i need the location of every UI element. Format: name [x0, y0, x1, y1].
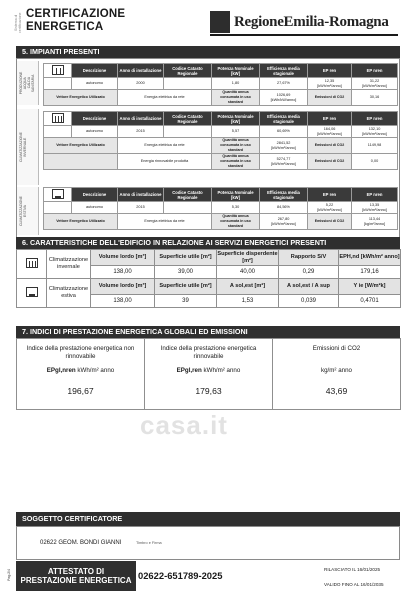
col-header: EPH,nd [kWh/m² anno]	[339, 250, 401, 266]
col-header: Y ie [W/m²k]	[339, 279, 401, 295]
index-unit: kWh/m² anno	[203, 367, 241, 374]
col-header: Descrizione	[72, 112, 118, 126]
attestato-code: 02622-651789-2025	[138, 570, 223, 581]
cell: 179,16	[339, 266, 401, 279]
side-label-estiva: CLIMATIZZAZIONE ESTIVA	[17, 187, 39, 235]
cell: 39	[155, 295, 217, 308]
cell: autonomo	[72, 126, 118, 138]
emissioni-value: 0,00	[352, 154, 398, 170]
cell: 1,80	[212, 78, 260, 90]
epgl-nren-cell	[17, 339, 145, 410]
attestato-dates	[324, 562, 384, 592]
document-title	[26, 8, 125, 34]
quantita-value: 1026,69 [kWh/kW/anno]	[260, 90, 308, 106]
attestato-line-1: ATTESTATO DI	[47, 567, 105, 576]
radiator-icon	[26, 258, 38, 268]
col-header: Volume lordo [m³]	[91, 250, 155, 266]
index-label: EPgl,ren	[176, 367, 202, 374]
col-header: Volume lordo [m³]	[91, 279, 155, 295]
col-header: EP nren	[352, 188, 398, 202]
quantita-value: 267,80 [kWh/m²/anno]	[260, 214, 308, 230]
emissioni-value: 30,16	[352, 90, 398, 106]
col-header: Superficie utile [m²]	[155, 279, 217, 295]
vettore-label: Vettore Energetico Utilizzato	[44, 138, 118, 154]
cell: 0,29	[279, 266, 339, 279]
winter-icon-cell	[17, 250, 47, 279]
col-header: EP ren	[308, 112, 352, 126]
col-header: Codice Catasto Regionale	[164, 64, 212, 78]
emissioni-label: Emissioni di CO2	[308, 138, 352, 154]
vettore-label	[44, 154, 118, 170]
quantita-label: Quantità annua consumata in uso standard	[212, 138, 260, 154]
cell: 5,57	[212, 126, 260, 138]
index-unit: kg/m² anno	[321, 367, 352, 374]
epgl-ren-cell	[145, 339, 273, 410]
col-header: A sol,est [m²]	[217, 279, 279, 295]
tap-icon	[52, 65, 64, 75]
estiva-label: Climatizzazione estiva	[47, 279, 91, 308]
air-conditioner-icon	[26, 287, 38, 297]
cell: 84,56%	[260, 202, 308, 214]
cell: 39,00	[155, 266, 217, 279]
cell: 60,69%	[260, 126, 308, 138]
cell: 138,00	[91, 266, 155, 279]
col-header: Anno di installazione	[118, 112, 164, 126]
certificatore-title: SOGGETTO CERTIFICATORE	[16, 512, 400, 526]
index-description: Emissioni di CO2	[312, 345, 361, 352]
emissioni-label: Emissioni di CO2	[308, 214, 352, 230]
col-header: Codice Catasto Regionale	[164, 188, 212, 202]
quantita-value: 2841,52 [kWh/m²/anno]	[260, 138, 308, 154]
cell: 5,30	[212, 202, 260, 214]
section5-title: 5. IMPIANTI PRESENTI	[16, 46, 400, 58]
cell	[164, 78, 212, 90]
index-label: EPgl,nren	[46, 367, 76, 374]
cell: 132,10 [kWh/m²/anno]	[352, 126, 398, 138]
quantita-label: Quantità annua consumata in uso standard	[212, 154, 260, 170]
vettore-value: Energia elettrica da rete	[118, 214, 212, 230]
side-label-acs: PRODUZIONE ACQUA CALDA SANITARIA	[17, 61, 39, 105]
col-header: Efficienza media stagionale	[260, 112, 308, 126]
col-header: Rapporto S/V	[279, 250, 339, 266]
col-header: Anno di installazione	[118, 188, 164, 202]
col-header: Superficie utile [m²]	[155, 250, 217, 266]
section5-frame	[16, 58, 400, 238]
co2-cell	[273, 339, 401, 410]
col-header: Descrizione	[72, 188, 118, 202]
radiator-icon	[52, 113, 64, 123]
vettore-value: Energia elettrica da rete	[118, 90, 212, 106]
cell: 27,67%	[260, 78, 308, 90]
invernale-label: Climatizzazione invernale	[47, 250, 91, 279]
valido: VALIDO FINO AL 16/01/2035	[324, 582, 384, 587]
col-header: Efficienza media stagionale	[260, 64, 308, 78]
cell: 31,22 [kWh/m²/anno]	[352, 78, 398, 90]
summer-icon-cell	[17, 279, 47, 308]
region-logo-text: RegioneEmilia-Romagna	[234, 14, 389, 30]
cell: 138,00	[91, 295, 155, 308]
col-header: EP ren	[308, 188, 352, 202]
title-line-2: ENERGETICA	[26, 21, 104, 33]
cell: 2015	[118, 126, 164, 138]
header-vertical-text: Sistema di certificazione	[14, 12, 22, 34]
col-header: Anno di installazione	[118, 64, 164, 78]
col-header: Potenza Nominale [kW]	[212, 112, 260, 126]
quantita-label: Quantità annua consumata in uso standard	[212, 214, 260, 230]
cell: autonomo	[72, 78, 118, 90]
table-estiva	[43, 187, 398, 230]
section7-title: 7. INDICI DI PRESTAZIONE ENERGETICA GLOBALI ED EMISSIONI	[16, 326, 400, 338]
index-value: 43,69	[325, 386, 348, 396]
index-value: 179,63	[195, 386, 222, 396]
region-emblem-icon	[210, 11, 230, 33]
cell	[164, 126, 212, 138]
index-description: Indice della prestazione energetica rinnovabile	[160, 345, 257, 360]
side-label-invernale: CLIMATIZZAZIONE INVERNALE	[17, 109, 39, 185]
section6-table	[16, 249, 401, 308]
vettore-label: Vettore Energetico Utilizzato	[44, 214, 118, 230]
col-header: Efficienza media stagionale	[260, 188, 308, 202]
col-header: Potenza Nominale [kW]	[212, 64, 260, 78]
section6-title: 6. CARATTERISTICHE DELL'EDIFICIO IN RELAZIONE AI SERVIZI ENERGETICI PRESENTI	[16, 237, 400, 249]
table-invernale	[43, 111, 398, 170]
col-header: Codice Catasto Regionale	[164, 112, 212, 126]
certificatore-name: 02622 GEOM. BONDI GIANNI	[40, 540, 122, 546]
vettore-value: Energia rinnovabile prodotta	[118, 154, 212, 170]
rilasciato: RILASCIATO IL 16/01/2025	[324, 567, 381, 572]
cell: 164,06 [kWh/m²/anno]	[308, 126, 352, 138]
emissioni-label: Emissioni di CO2	[308, 90, 352, 106]
col-header: EP nren	[352, 112, 398, 126]
sign-label: Timbro e Firma	[136, 541, 162, 545]
cell: 2000	[118, 78, 164, 90]
watermark: casa.it	[140, 410, 228, 440]
cell: 0,4701	[339, 295, 401, 308]
col-header: EP nren	[352, 64, 398, 78]
emissioni-value: 1149,98	[352, 138, 398, 154]
index-unit: kWh/m² anno	[77, 367, 115, 374]
page-number: Pag.2/4	[7, 569, 11, 581]
index-description: Indice della prestazione energetica non rinnovabile	[26, 345, 135, 360]
col-header: Potenza Nominale [kW]	[212, 188, 260, 202]
col-header: Descrizione	[72, 64, 118, 78]
vettore-value: Energia elettrica da rete	[118, 138, 212, 154]
air-conditioner-icon	[52, 189, 64, 199]
region-logo	[210, 8, 398, 36]
emissioni-value: 113,44 [kg/m²/anno]	[352, 214, 398, 230]
cell: 2015	[118, 202, 164, 214]
icon-cell	[44, 64, 72, 78]
doc-header	[14, 6, 154, 42]
cell: 13,35 [kWh/m²/anno]	[352, 202, 398, 214]
attestato-box	[7, 561, 136, 591]
emissioni-label: Emissioni di CO2	[308, 154, 352, 170]
section7-table	[16, 338, 401, 410]
cell	[164, 202, 212, 214]
cell: 40,00	[217, 266, 279, 279]
index-value: 196,67	[67, 386, 94, 396]
title-line-1: CERTIFICAZIONE	[26, 8, 126, 20]
cell: 5,22 [kWh/m²/anno]	[308, 202, 352, 214]
quantita-value: 5274,77 [kWh/m²/anno]	[260, 154, 308, 170]
col-header: Superficie disperdente [m²]	[217, 250, 278, 264]
cell: autonomo	[72, 202, 118, 214]
cell: 0,039	[279, 295, 339, 308]
col-header: A sol,est / A sup	[279, 279, 339, 295]
cell: 12,35 [kWh/m²/anno]	[308, 78, 352, 90]
table-acs	[43, 63, 398, 106]
attestato-line-2: PRESTAZIONE ENERGETICA	[20, 576, 132, 585]
col-header: EP ren	[308, 64, 352, 78]
quantita-label: Quantità annua consumata in uso standard	[212, 90, 260, 106]
vettore-label: Vettore Energetico Utilizzato	[44, 90, 118, 106]
cell: 1,53	[217, 295, 279, 308]
